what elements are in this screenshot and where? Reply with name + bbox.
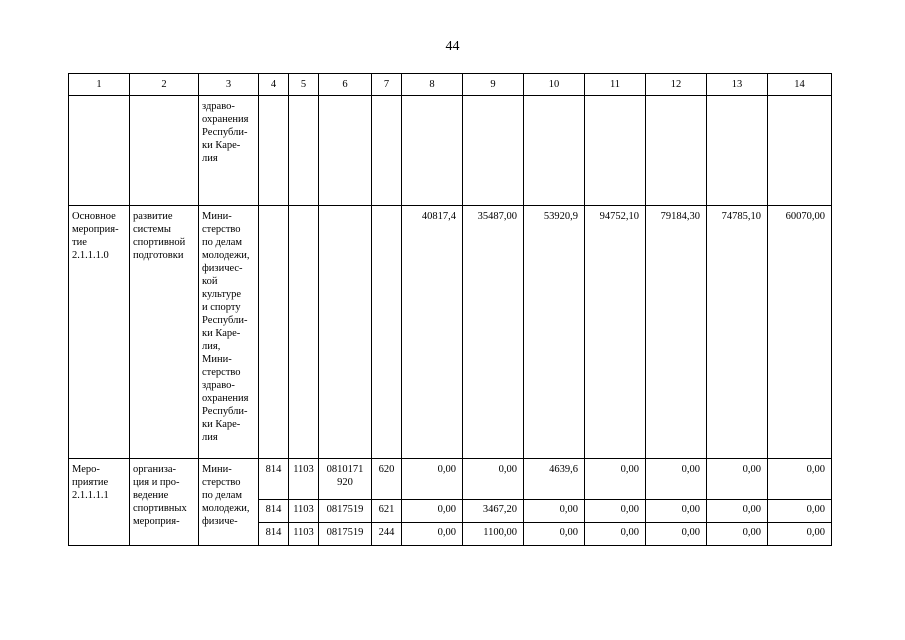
expense-type-cell: 620: [372, 459, 402, 500]
column-header: 10: [524, 74, 585, 96]
table-row-main-event: [69, 206, 832, 459]
expense-type-cell: 244: [372, 523, 402, 546]
header-row: [69, 74, 832, 96]
table-cell: [289, 206, 319, 459]
value-cell: 0,00: [585, 523, 646, 546]
grbs-code-cell: 814: [259, 500, 289, 523]
table-cell: [768, 96, 832, 206]
column-header: 13: [707, 74, 768, 96]
value-cell: 1100,00: [463, 523, 524, 546]
value-cell: 35487,00: [463, 206, 524, 459]
responsible-executor-cell: Мини- стерство по делам молодежи, физиче-: [199, 459, 259, 546]
expense-type-cell: 621: [372, 500, 402, 523]
table-cell: [524, 96, 585, 206]
value-cell: 0,00: [524, 523, 585, 546]
responsible-executor-cell: Мини- стерство по делам молодежи, физичес- кой культуре и спорту Республи- ки Каре- лия, Мини- стерство здраво- охранения Республи- ки Каре- лия: [199, 206, 259, 459]
value-cell: 0,00: [402, 459, 463, 500]
event-name-cell: организа- ция и про- ведение спортивных мероприя-: [130, 459, 199, 546]
target-article-cell: 0810171 920: [319, 459, 372, 500]
value-cell: 0,00: [402, 523, 463, 546]
section-code-cell: 1103: [289, 459, 319, 500]
section-code-cell: 1103: [289, 523, 319, 546]
column-header: 12: [646, 74, 707, 96]
table-cell: [259, 206, 289, 459]
column-header: 6: [319, 74, 372, 96]
value-cell: 74785,10: [707, 206, 768, 459]
table-cell: [402, 96, 463, 206]
event-status-cell: Меро- приятие 2.1.1.1.1: [69, 459, 130, 546]
value-cell: 60070,00: [768, 206, 832, 459]
column-header: 14: [768, 74, 832, 96]
grbs-code-cell: 814: [259, 459, 289, 500]
table-row-continuation: [69, 96, 832, 206]
table-cell: [259, 96, 289, 206]
value-cell: 53920,9: [524, 206, 585, 459]
responsible-executor-cell: здраво- охранения Республи- ки Каре- лия: [199, 96, 259, 206]
table-cell: [707, 96, 768, 206]
grbs-code-cell: 814: [259, 523, 289, 546]
table-cell: [585, 96, 646, 206]
value-cell: 79184,30: [646, 206, 707, 459]
value-cell: 0,00: [646, 500, 707, 523]
column-header: 5: [289, 74, 319, 96]
value-cell: 0,00: [402, 500, 463, 523]
value-cell: 0,00: [707, 459, 768, 500]
budget-table: [68, 73, 832, 546]
value-cell: 0,00: [768, 500, 832, 523]
value-cell: 0,00: [768, 523, 832, 546]
target-article-cell: 0817519: [319, 500, 372, 523]
column-header: 4: [259, 74, 289, 96]
table-cell: [319, 206, 372, 459]
value-cell: 94752,10: [585, 206, 646, 459]
section-code-cell: 1103: [289, 500, 319, 523]
table-cell: [319, 96, 372, 206]
column-header: 3: [199, 74, 259, 96]
table-cell: [372, 96, 402, 206]
table-cell: [289, 96, 319, 206]
event-status-cell: Основное мероприя- тие 2.1.1.1.0: [69, 206, 130, 459]
column-header: 8: [402, 74, 463, 96]
value-cell: 0,00: [585, 459, 646, 500]
column-header: 11: [585, 74, 646, 96]
value-cell: 0,00: [646, 459, 707, 500]
table-row-sub-event: [69, 459, 832, 500]
column-header: 7: [372, 74, 402, 96]
value-cell: 40817,4: [402, 206, 463, 459]
table-cell: [646, 96, 707, 206]
value-cell: 0,00: [585, 500, 646, 523]
value-cell: 0,00: [463, 459, 524, 500]
page-number: 44: [445, 39, 460, 54]
column-header: 1: [69, 74, 130, 96]
target-article-cell: 0817519: [319, 523, 372, 546]
value-cell: 0,00: [707, 523, 768, 546]
table-cell: [463, 96, 524, 206]
value-cell: 0,00: [524, 500, 585, 523]
value-cell: 3467,20: [463, 500, 524, 523]
value-cell: 4639,6: [524, 459, 585, 500]
column-header: 2: [130, 74, 199, 96]
table-cell: [372, 206, 402, 459]
column-header: 9: [463, 74, 524, 96]
table-cell: [130, 96, 199, 206]
value-cell: 0,00: [646, 523, 707, 546]
value-cell: 0,00: [707, 500, 768, 523]
table-cell: [69, 96, 130, 206]
event-name-cell: развитие системы спортивной подготовки: [130, 206, 199, 459]
value-cell: 0,00: [768, 459, 832, 500]
